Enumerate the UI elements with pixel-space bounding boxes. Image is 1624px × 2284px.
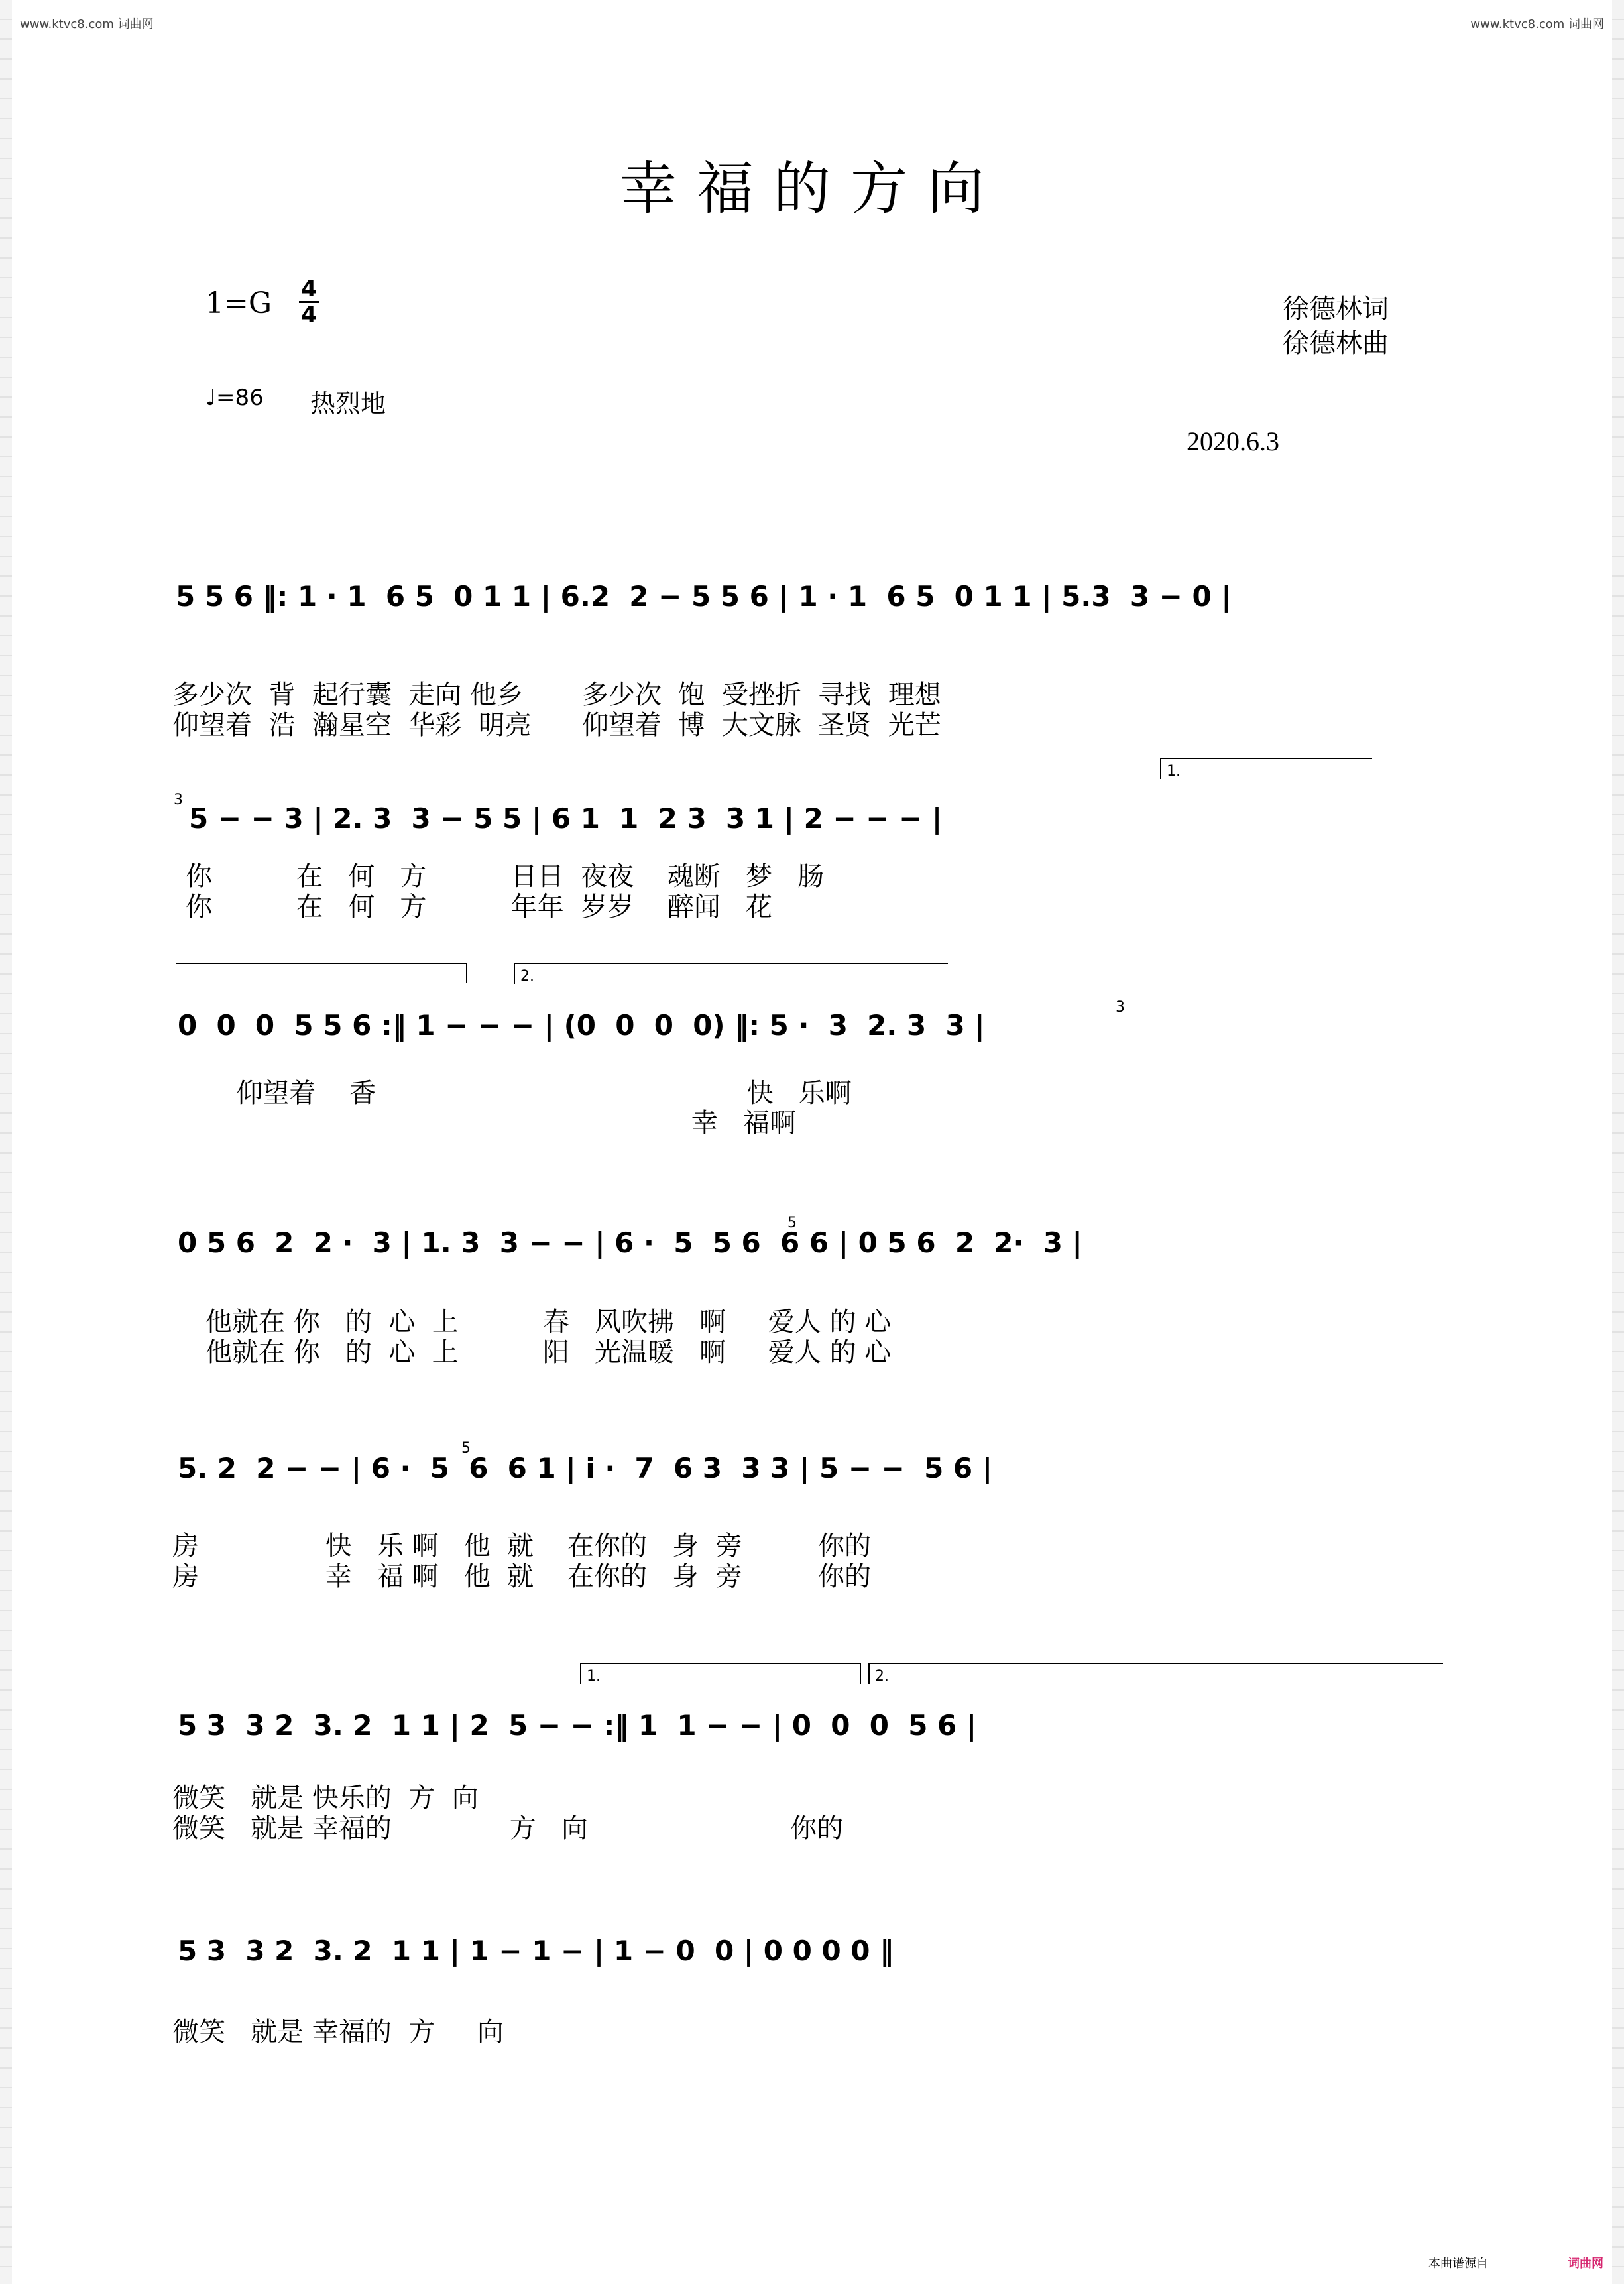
lyric-row-5-verse-2: 房 幸 福 啊 他 就 在你的 身 旁 你的 <box>172 1561 872 1592</box>
time-sig-bottom: 4 <box>301 302 317 328</box>
site-header-left[interactable]: www.ktvc8.com 词曲网 <box>20 17 154 31</box>
key-signature: 1=G <box>205 286 272 320</box>
volta-bracket-1-end <box>176 963 467 983</box>
lyricist: 徐德林词 <box>1283 294 1389 324</box>
left-watermark-strip <box>0 0 12 2284</box>
lyric-row-1-verse-2: 仰望着 浩 瀚星空 华彩 明亮 仰望着 博 大文脉 圣贤 光芒 <box>172 710 941 741</box>
footer-source: 本曲谱源自 <box>1428 2257 1488 2271</box>
right-watermark-strip <box>1612 0 1624 2284</box>
grace-note: 3 <box>1116 999 1125 1016</box>
lyric-row-1-verse-1: 多少次 背 起行囊 走向 他乡 多少次 饱 受挫折 寻找 理想 <box>172 680 941 710</box>
song-title: 幸福的方向 <box>620 156 1004 222</box>
score-date: 2020.6.3 <box>1187 426 1279 456</box>
time-sig-top: 4 <box>301 276 317 302</box>
notation-row-6: 5 3 3 2 3. 2 1 1 | 2 5 − − :‖ 1 1 − − | 0 0 0 5 6 | <box>178 1709 977 1742</box>
volta-bracket-1 <box>580 1663 861 1684</box>
composer: 徐德林曲 <box>1283 328 1389 359</box>
volta-label: 2. <box>875 1668 889 1685</box>
volta-bracket-1 <box>1160 758 1372 779</box>
volta-label: 2. <box>520 968 534 985</box>
lyric-row-6-verse-1: 微笑 就是 快乐的 方 向 <box>172 1783 479 1813</box>
time-signature <box>296 277 322 327</box>
volta-label: 1. <box>1167 763 1181 780</box>
lyric-row-3-verse-2: 幸 福啊 <box>186 1108 797 1138</box>
notation-row-4: 0 5 6 2 2 · 3 | 1. 3 3 − − | 6 · 5 5 6 6 6 | 0 5 6 2 2· 3 | <box>178 1227 1082 1259</box>
lyric-row-2-verse-1: 你 在 何 方 日日 夜夜 魂断 梦 肠 <box>186 861 825 892</box>
lyric-row-4-verse-1: 他就在 你 的 心 上 春 风吹拂 啊 爱人 的 心 <box>205 1307 892 1337</box>
footer-brand[interactable]: 词曲网 <box>1568 2257 1603 2271</box>
grace-note: 3 <box>174 792 183 808</box>
volta-label: 1. <box>587 1668 601 1685</box>
tempo-mark: ♩=86 <box>205 385 264 411</box>
lyric-row-5-verse-1: 房 快 乐 啊 他 就 在你的 身 旁 你的 <box>172 1531 872 1561</box>
grace-note: 5 <box>461 1440 471 1457</box>
expression-mark: 热烈地 <box>310 389 386 418</box>
notation-row-2: 5 − − 3 | 2. 3 3 − 5 5 | 6 1 1 2 3 3 1 | 2 − − − | <box>189 802 943 835</box>
lyric-row-3-verse-1: 仰望着 香 快 乐啊 <box>186 1078 852 1109</box>
lyric-row-7-verse-1: 微笑 就是 幸福的 方 向 <box>172 2017 504 2047</box>
notation-row-1: 5 5 6 ‖: 1 · 1 6 5 0 1 1 | 6.2 2 − 5 5 6 | 1 · 1 6 5 0 1 1 | 5.3 3 − 0 | <box>176 580 1232 613</box>
notation-row-3: 0 0 0 5 5 6 :‖ 1 − − − | (0 0 0 0) ‖: 5 · 3 2. 3 3 | <box>178 1009 985 1042</box>
site-header-right[interactable]: www.ktvc8.com 词曲网 <box>1470 17 1604 31</box>
volta-bracket-2 <box>514 963 948 984</box>
credits <box>1283 292 1389 361</box>
notation-row-5: 5. 2 2 − − | 6 · 5 6 6 1 | i · 7 6 3 3 3 | 5 − − 5 6 | <box>178 1452 993 1484</box>
lyric-row-6-verse-2: 微笑 就是 幸福的 方 向 你的 <box>172 1813 844 1844</box>
lyric-row-4-verse-2: 他就在 你 的 心 上 阳 光温暖 啊 爱人 的 心 <box>205 1337 892 1368</box>
grace-note: 5 <box>787 1215 797 1231</box>
notation-row-7: 5 3 3 2 3. 2 1 1 | 1 − 1 − | 1 − 0 0 | 0 0 0 0 ‖ <box>178 1935 894 1967</box>
volta-bracket-2 <box>868 1663 1443 1684</box>
lyric-row-2-verse-2: 你 在 何 方 年年 岁岁 醉闻 花 <box>186 892 773 922</box>
